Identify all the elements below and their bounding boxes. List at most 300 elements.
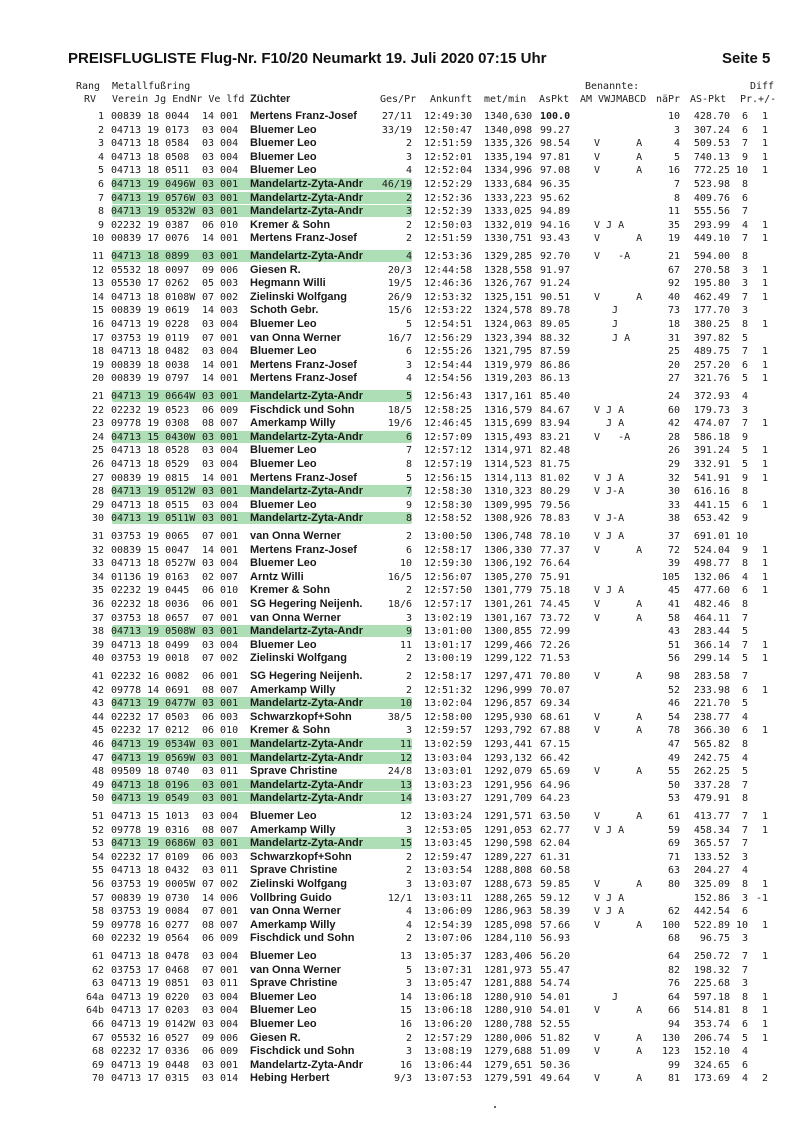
cell-ges-pr: 2	[405, 138, 412, 150]
cell-ankunft: 12:54:44	[424, 359, 473, 371]
cell-zuechter: Mandelartz-Zyta-Andr	[250, 738, 364, 750]
cell-rv: 29	[91, 499, 104, 511]
cell-ges-pr: 6	[405, 431, 412, 443]
cell-rv: 30	[91, 513, 104, 525]
table-row	[0, 837, 794, 850]
cell-rv: 9	[97, 219, 104, 231]
cell-rv: 14	[91, 291, 104, 303]
table-row	[0, 1059, 794, 1072]
cell-zuechter: Mertens Franz-Josef	[250, 471, 357, 484]
cell-naepr: 43	[667, 626, 680, 638]
cell-rv: 18	[91, 346, 104, 358]
cell-aspkt: 63.50	[540, 811, 571, 822]
cell-as-pkt: 514.81	[693, 1005, 730, 1017]
cell-aspkt: 98.54	[540, 138, 571, 150]
table-row	[0, 905, 794, 918]
cell-ges-pr: 2	[405, 233, 412, 245]
table-row	[0, 110, 794, 123]
cell-diff-pr: 7	[741, 206, 748, 218]
cell-zuechter: Bluemer Leo	[250, 150, 317, 163]
cell-as-pkt: 366.14	[693, 639, 730, 651]
cell-zuechter: Mertens Franz-Josef	[250, 232, 357, 245]
cell-diff-pm: 1	[761, 811, 768, 822]
cell-ges-pr: 5	[405, 319, 412, 330]
cell-ges-pr: 2	[405, 531, 412, 542]
cell-diff-pr: 4	[741, 571, 748, 583]
cell-aspkt: 100.0	[540, 111, 571, 122]
cell-ankunft: 12:49:30	[424, 111, 473, 122]
cell-zuechter: Bluemer Leo	[250, 498, 317, 511]
cell-rv: 32	[91, 544, 104, 556]
cell-ring: 04713 19 0569W	[111, 752, 196, 764]
cell-met-min: 1308,926	[484, 513, 533, 525]
cell-diff-pm: 1	[761, 639, 768, 651]
table-row	[0, 359, 794, 372]
cell-zuechter: Mertens Franz-Josef	[250, 358, 357, 371]
cell-ankunft: 13:06:09	[424, 906, 473, 918]
table-row	[0, 404, 794, 417]
cell-ring: 04713 15 1013	[111, 811, 190, 822]
cell-ring: 04713 18 0511	[111, 165, 190, 177]
cell-met-min: 1286,963	[484, 906, 533, 918]
cell-ring: 02232 19 0564	[111, 933, 190, 945]
cell-ring: 04713 19 0220	[111, 991, 190, 1003]
cell-naepr: 53	[667, 793, 680, 805]
cell-aspkt: 89.78	[540, 305, 571, 317]
cell-ring: 04713 18 0108W	[111, 291, 196, 303]
cell-ve: 03 001	[202, 1059, 239, 1071]
cell-diff-pm: 1	[761, 373, 768, 385]
cell-as-pkt: 293.99	[693, 219, 730, 231]
cell-diff-pm: 1	[761, 1019, 768, 1030]
cell-as-pkt: 307.24	[693, 124, 730, 136]
cell-benannte: V A	[594, 544, 643, 556]
cell-diff-pr: 6	[741, 359, 748, 371]
cell-ring: 04713 19 0851	[111, 978, 190, 990]
cell-ankunft: 13:02:04	[424, 698, 473, 710]
table-row	[0, 137, 794, 150]
cell-naepr: 27	[667, 373, 680, 385]
cell-diff-pm: 1	[761, 124, 768, 136]
cell-met-min: 1301,779	[484, 585, 533, 597]
table-row	[0, 950, 794, 963]
cell-as-pkt: 409.76	[693, 192, 730, 204]
cell-diff-pr: 8	[741, 1005, 748, 1017]
cell-rv: 38	[91, 626, 104, 638]
cell-ve: 06 003	[202, 711, 239, 723]
cell-diff-pm: 1	[761, 111, 768, 122]
cell-naepr: 130	[661, 1032, 680, 1044]
cell-aspkt: 85.40	[540, 391, 571, 402]
cell-zuechter: Schwarzkopf+Sohn	[250, 710, 352, 723]
cell-ve: 03 011	[202, 766, 239, 778]
table-row	[0, 878, 794, 891]
cell-ges-pr: 4	[405, 919, 412, 931]
cell-diff-pm: 1	[761, 346, 768, 358]
cell-ring: 04713 19 0228	[111, 319, 190, 330]
cell-diff-pr: 4	[741, 865, 748, 877]
cell-ve: 06 010	[202, 725, 239, 737]
cell-ankunft: 12:57:19	[424, 459, 473, 470]
cell-ve: 03 001	[202, 391, 239, 402]
cell-ankunft: 13:03:04	[424, 752, 473, 764]
cell-ve: 03 001	[202, 513, 239, 525]
cell-ges-pr: 16	[399, 1059, 412, 1071]
table-row	[0, 151, 794, 164]
cell-diff-pm: 1	[761, 991, 768, 1003]
cell-as-pkt: 522.89	[693, 919, 730, 931]
cell-rv: 46	[91, 739, 104, 750]
cell-zuechter: SG Hegering Neijenh.	[250, 670, 363, 682]
cell-ve: 05 003	[202, 278, 239, 290]
cell-zuechter: van Onna Werner	[250, 905, 341, 918]
cell-ve: 06 010	[202, 219, 239, 231]
cell-ring: 04713 15 0430W	[111, 431, 196, 443]
cell-ve: 14 001	[202, 359, 239, 371]
cell-ve: 08 007	[202, 824, 239, 836]
cell-as-pkt: 449.10	[693, 233, 730, 245]
col-verein-jg: Verein Jg EndNr Ve lfd	[112, 94, 245, 105]
cell-met-min: 1333,223	[484, 192, 533, 204]
table-row	[0, 164, 794, 177]
cell-diff-pr: 7	[741, 779, 748, 791]
cell-met-min: 1296,999	[484, 684, 533, 696]
cell-ankunft: 12:52:36	[424, 192, 473, 204]
cell-naepr: 20	[667, 359, 680, 371]
table-row	[0, 332, 794, 345]
cell-aspkt: 58.39	[540, 906, 571, 918]
cell-ring: 00839 17 0076	[111, 233, 190, 245]
cell-ve: 03 001	[202, 431, 239, 443]
cell-rv: 39	[91, 639, 104, 651]
cell-diff-pm: 1	[761, 291, 768, 303]
cell-naepr: 63	[667, 865, 680, 877]
cell-benannte: V A	[594, 919, 643, 931]
cell-ankunft: 13:03:45	[424, 838, 473, 850]
cell-diff-pr: 6	[741, 499, 748, 511]
cell-benannte: V J A	[594, 585, 625, 597]
cell-aspkt: 51.82	[540, 1032, 571, 1044]
cell-ankunft: 12:58:17	[424, 544, 473, 556]
cell-benannte: V J A	[594, 404, 625, 416]
cell-ve: 07 001	[202, 531, 239, 542]
cell-ges-pr: 6	[405, 544, 412, 556]
cell-met-min: 1285,098	[484, 919, 533, 931]
cell-aspkt: 74.45	[540, 599, 571, 610]
cell-aspkt: 73.72	[540, 612, 571, 624]
cell-rv: 4	[97, 151, 104, 163]
cell-rv: 54	[91, 851, 104, 863]
cell-ve: 03 004	[202, 151, 239, 163]
cell-diff-pr: 4	[741, 1046, 748, 1058]
cell-met-min: 1300,855	[484, 626, 533, 638]
cell-zuechter: Amerkamp Willy	[250, 918, 336, 931]
cell-rv: 7	[97, 192, 104, 204]
cell-ges-pr: 15	[399, 838, 412, 850]
cell-diff-pr: 5	[741, 653, 748, 665]
cell-rv: 17	[91, 332, 104, 344]
cell-diff-pr: 7	[741, 138, 748, 150]
cell-ve: 14 001	[202, 111, 239, 122]
cell-rv: 50	[91, 793, 104, 805]
cell-zuechter: Sprave Christine	[250, 864, 338, 877]
cell-diff-pm: 1	[761, 138, 768, 150]
cell-ges-pr: 9	[405, 499, 412, 511]
cell-ve: 09 006	[202, 1032, 239, 1044]
cell-rv: 51	[91, 811, 104, 822]
cell-rv: 36	[91, 599, 104, 610]
col-pr-pm: Pr.+/-	[740, 94, 777, 105]
cell-ve: 03 004	[202, 1019, 239, 1030]
cell-aspkt: 67.15	[540, 739, 571, 750]
cell-ring: 04713 18 0899	[111, 251, 190, 262]
cell-aspkt: 59.85	[540, 879, 571, 890]
cell-ring: 00839 19 0619	[111, 305, 190, 317]
cell-as-pkt: 691.01	[693, 531, 730, 542]
cell-ges-pr: 2	[405, 192, 412, 204]
cell-met-min: 1291,053	[484, 824, 533, 836]
cell-diff-pr: 8	[741, 991, 748, 1003]
cell-diff-pr: 6	[741, 1019, 748, 1030]
cell-rv: 12	[91, 264, 104, 276]
cell-aspkt: 51.09	[540, 1046, 571, 1058]
cell-ankunft: 13:03:27	[424, 793, 473, 805]
cell-naepr: 66	[667, 1005, 680, 1017]
cell-met-min: 1280,910	[484, 1005, 533, 1017]
cell-benannte: V A	[594, 725, 643, 737]
table-row	[0, 625, 794, 638]
cell-ring: 05530 17 0262	[111, 278, 190, 290]
cell-aspkt: 75.91	[540, 571, 571, 583]
cell-ankunft: 13:01:17	[424, 639, 473, 651]
cell-rv: 11	[91, 251, 104, 262]
cell-ve: 03 001	[202, 626, 239, 638]
table-row	[0, 485, 794, 498]
cell-benannte: V A	[594, 711, 643, 723]
col-rang: Rang	[76, 81, 101, 92]
cell-met-min: 1314,113	[484, 472, 533, 484]
cell-ankunft: 12:58:30	[424, 486, 473, 498]
cell-aspkt: 61.31	[540, 851, 571, 863]
cell-as-pkt: 325.09	[693, 879, 730, 890]
cell-aspkt: 87.59	[540, 346, 571, 358]
cell-ges-pr: 3	[405, 879, 412, 890]
cell-aspkt: 90.51	[540, 291, 571, 303]
cell-rv: 21	[91, 391, 104, 402]
cell-ankunft: 13:05:47	[424, 978, 473, 990]
cell-aspkt: 60.58	[540, 865, 571, 877]
cell-ges-pr: 7	[405, 486, 412, 498]
cell-ve: 03 004	[202, 124, 239, 136]
cell-aspkt: 82.48	[540, 445, 571, 457]
cell-zuechter: Mandelartz-Zyta-Andr	[250, 512, 364, 525]
cell-ges-pr: 2	[405, 851, 412, 863]
cell-benannte: V J A	[594, 824, 625, 836]
cell-ve: 07 001	[202, 964, 239, 976]
cell-met-min: 1306,748	[484, 531, 533, 542]
cell-met-min: 1279,651	[484, 1059, 533, 1071]
cell-diff-pr: 9	[741, 472, 748, 484]
cell-ring: 09778 19 0308	[111, 418, 190, 430]
cell-ankunft: 12:58:52	[424, 513, 473, 525]
cell-as-pkt: 283.58	[693, 671, 730, 682]
cell-aspkt: 65.69	[540, 766, 571, 778]
cell-naepr: 39	[667, 558, 680, 570]
cell-diff-pr: 10	[735, 919, 748, 931]
table-row	[0, 964, 794, 977]
cell-naepr: 10	[667, 111, 680, 122]
cell-ges-pr: 3	[405, 1046, 412, 1058]
cell-aspkt: 86.13	[540, 373, 571, 385]
table-row	[0, 205, 794, 218]
cell-met-min: 1315,493	[484, 431, 533, 443]
cell-naepr: 35	[667, 219, 680, 231]
cell-zuechter: Vollbring Guido	[250, 891, 332, 904]
cell-rv: 52	[91, 824, 104, 836]
table-row	[0, 598, 794, 611]
cell-rv: 45	[91, 725, 104, 737]
cell-ring: 04713 18 0478	[111, 951, 190, 962]
cell-ve: 03 004	[202, 165, 239, 177]
cell-diff-pr: 8	[741, 251, 748, 262]
cell-ring: 05532 18 0097	[111, 264, 190, 276]
cell-aspkt: 72.26	[540, 639, 571, 651]
cell-rv: 22	[91, 404, 104, 416]
cell-zuechter: Mandelartz-Zyta-Andr	[250, 205, 364, 218]
cell-ges-pr: 26/9	[387, 291, 412, 303]
cell-aspkt: 88.32	[540, 332, 571, 344]
cell-ankunft: 12:56:07	[424, 571, 473, 583]
cell-diff-pr: 3	[741, 264, 748, 276]
cell-ve: 03 004	[202, 951, 239, 962]
cell-zuechter: Bluemer Leo	[250, 810, 317, 822]
cell-diff-pr: 7	[741, 291, 748, 303]
cell-diff-pr: 5	[741, 332, 748, 344]
cell-as-pkt: 372.93	[693, 391, 730, 402]
cell-zuechter: Bluemer Leo	[250, 164, 317, 177]
cell-met-min: 1283,406	[484, 951, 533, 962]
cell-ges-pr: 4	[405, 251, 412, 262]
cell-ring: 05532 16 0527	[111, 1032, 190, 1044]
cell-diff-pr: 7	[741, 951, 748, 962]
cell-diff-pr: 8	[741, 739, 748, 750]
cell-rv: 25	[91, 445, 104, 457]
cell-benannte: V A	[594, 879, 643, 890]
table-row	[0, 250, 794, 263]
cell-zuechter: Kremer & Sohn	[250, 584, 331, 597]
col-ges-pr: Ges/Pr	[380, 94, 417, 105]
cell-diff-pr: 8	[741, 319, 748, 330]
cell-as-pkt: 133.52	[693, 851, 730, 863]
table-row	[0, 810, 794, 823]
cell-ring: 02232 19 0387	[111, 219, 190, 231]
cell-benannte: V A	[594, 1032, 643, 1044]
cell-ring: 04713 18 0515	[111, 499, 190, 511]
cell-as-pkt: 250.72	[693, 951, 730, 962]
col-rv: RV	[84, 94, 97, 105]
table-row	[0, 499, 794, 512]
cell-ges-pr: 14	[399, 991, 412, 1003]
cell-met-min: 1314,523	[484, 459, 533, 470]
cell-naepr: 49	[667, 752, 680, 764]
cell-aspkt: 93.43	[540, 233, 571, 245]
cell-as-pkt: 458.34	[693, 824, 730, 836]
table-row	[0, 864, 794, 877]
cell-ring: 03753 19 0119	[111, 332, 190, 344]
cell-ve: 03 001	[202, 739, 239, 750]
cell-ring: 04713 19 0686W	[111, 838, 196, 850]
cell-zuechter: Kremer & Sohn	[250, 218, 331, 231]
cell-ve: 03 001	[202, 206, 239, 218]
cell-ankunft: 13:06:44	[424, 1059, 473, 1071]
cell-met-min: 1279,591	[484, 1073, 533, 1085]
cell-diff-pr: 6	[741, 124, 748, 136]
cell-aspkt: 49.64	[540, 1073, 571, 1085]
cell-ges-pr: 11	[399, 639, 412, 651]
cell-ring: 02232 17 0212	[111, 725, 190, 737]
cell-ankunft: 13:00:19	[424, 653, 473, 665]
cell-ve: 06 001	[202, 599, 239, 610]
cell-rv: 63	[91, 978, 104, 990]
cell-aspkt: 84.67	[540, 404, 571, 416]
cell-ring: 04713 19 0508W	[111, 626, 196, 638]
table-row	[0, 1072, 794, 1085]
table-row	[0, 991, 794, 1004]
cell-rv: 61	[91, 951, 104, 962]
cell-rv: 5	[97, 165, 104, 177]
cell-ges-pr: 15/6	[387, 305, 412, 317]
cell-benannte: V A	[594, 1073, 643, 1085]
cell-ring: 03753 18 0657	[111, 612, 190, 624]
cell-diff-pm: 1	[761, 824, 768, 836]
cell-ges-pr: 19/5	[387, 278, 412, 290]
cell-met-min: 1279,688	[484, 1046, 533, 1058]
cell-met-min: 1299,466	[484, 639, 533, 651]
cell-ges-pr: 2	[405, 653, 412, 665]
cell-zuechter: Fischdick und Sohn	[250, 403, 355, 416]
cell-naepr: 46	[667, 698, 680, 710]
cell-zuechter: Bluemer Leo	[250, 345, 317, 358]
cell-met-min: 1281,973	[484, 964, 533, 976]
table-row	[0, 557, 794, 570]
cell-zuechter: Hebing Herbert	[250, 1072, 330, 1085]
table-row	[0, 1004, 794, 1017]
cell-zuechter: van Onna Werner	[250, 611, 341, 624]
cell-ring: 00839 18 0038	[111, 359, 190, 371]
cell-ankunft: 12:54:51	[424, 319, 473, 330]
cell-diff-pm: 1	[761, 151, 768, 163]
cell-diff-pr: 6	[741, 725, 748, 737]
cell-zuechter: Amerkamp Willy	[250, 417, 336, 430]
cell-zuechter: Bluemer Leo	[250, 1018, 317, 1030]
cell-zuechter: Hegmann Willi	[250, 277, 326, 290]
cell-rv: 44	[91, 711, 104, 723]
cell-ring: 04713 17 0203	[111, 1005, 190, 1017]
cell-diff-pm: 1	[761, 585, 768, 597]
cell-ges-pr: 18/5	[387, 404, 412, 416]
cell-ankunft: 13:02:59	[424, 739, 473, 750]
cell-ve: 06 009	[202, 404, 239, 416]
cell-ges-pr: 7	[405, 445, 412, 457]
cell-aspkt: 97.81	[540, 151, 571, 163]
cell-aspkt: 71.53	[540, 653, 571, 665]
cell-zuechter: Bluemer Leo	[250, 444, 317, 457]
cell-as-pkt: 477.60	[693, 585, 730, 597]
cell-ankunft: 13:07:31	[424, 964, 473, 976]
cell-rv: 37	[91, 612, 104, 624]
cell-ankunft: 12:56:15	[424, 472, 473, 484]
cell-ring: 09509 18 0740	[111, 766, 190, 778]
